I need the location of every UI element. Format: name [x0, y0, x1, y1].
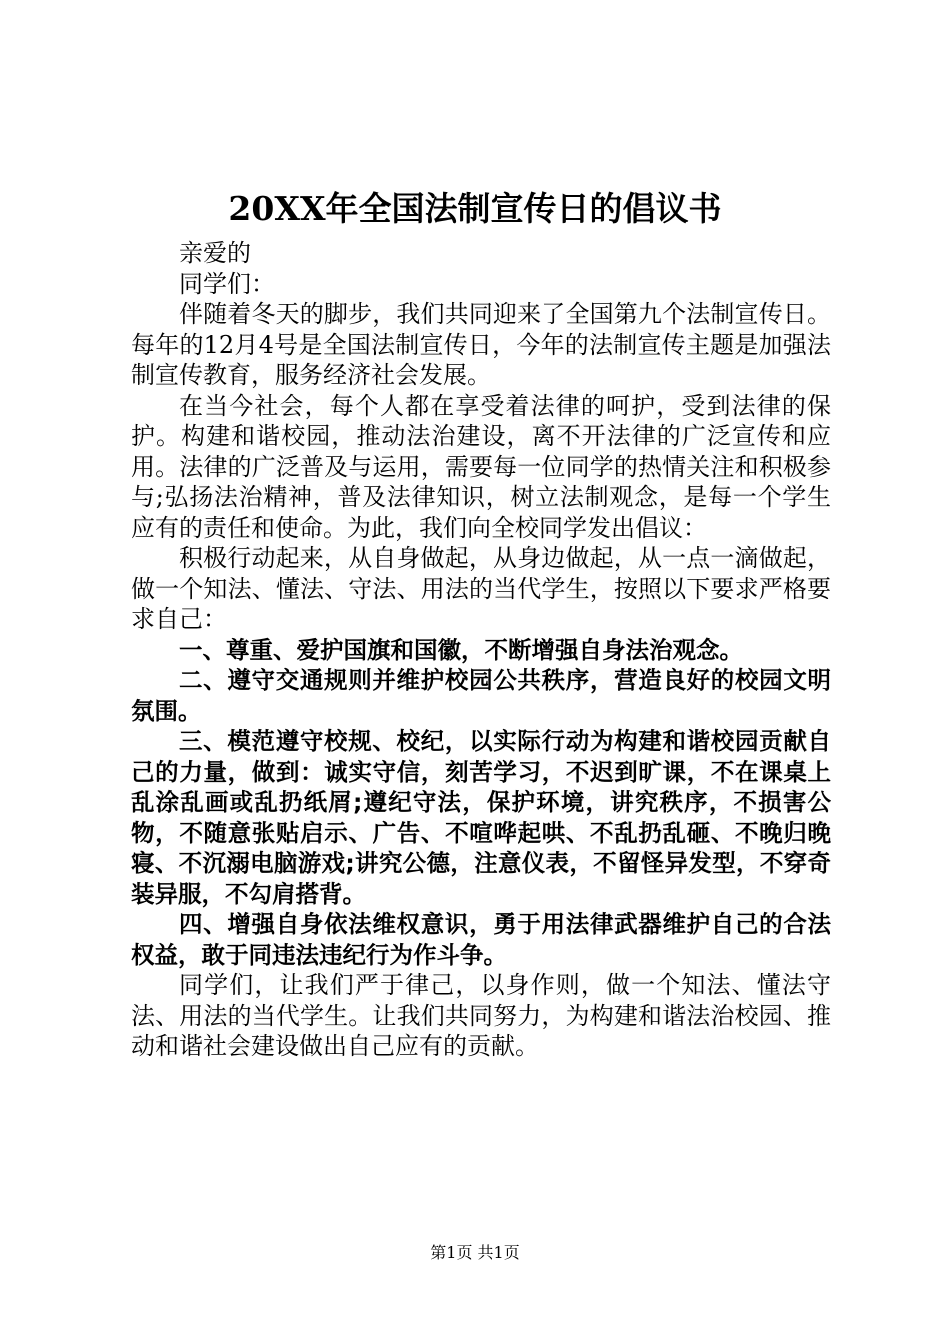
paragraph-closing: 同学们，让我们严于律己，以身作则，做一个知法、懂法守法、用法的当代学生。让我们共同努力，为构建和谐法治校园、推动和谐社会建设做出自己应有的贡献。: [131, 971, 831, 1060]
proposal-item-3: 三、模范遵守校规、校纪，以实际行动为构建和谐校园贡献自己的力量，做到：诚实守信，刻苦学习，不迟到旷课，不在课桌上乱涂乱画或乱扔纸屑;遵纪守法，保护环境，讲究秩序，不损害公物，不随意张贴启示、广告、不喧哗起哄、不乱扔乱砸、不晚归晚寝、不沉溺电脑游戏;讲究公德，注意仪表，不留怪异发型，不穿奇装异服，不勾肩搭背。: [131, 727, 831, 908]
paragraph-action: 积极行动起来，从自身做起，从身边做起，从一点一滴做起，做一个知法、懂法、守法、用法的当代学生，按照以下要求严格要求自己：: [131, 544, 831, 633]
page-footer: 第1页 共1页: [430, 1243, 520, 1262]
salutation-line-1: 亲爱的: [179, 239, 251, 267]
salutation-line-2: 同学们：: [179, 269, 275, 298]
proposal-item-2: 二、遵守交通规则并维护校园公共秩序，营造良好的校园文明氛围。: [131, 666, 831, 725]
paragraph-intro: 伴随着冬天的脚步，我们共同迎来了全国第九个法制宣传日。每年的12月4号是全国法制宣传日，今年的法制宣传主题是加强法制宣传教育，服务经济社会发展。: [131, 300, 831, 389]
document-body: [131, 238, 831, 1062]
paragraph-society: 在当今社会，每个人都在享受着法律的呵护，受到法律的保护。构建和谐校园，推动法治建设，离不开法律的广泛宣传和应用。法律的广泛普及与运用，需要每一位同学的热情关注和积极参与;弘扬法治精神，普及法律知识，树立法制观念，是每一个学生应有的责任和使命。为此，我们向全校同学发出倡议：: [131, 391, 831, 542]
proposal-item-4: 四、增强自身依法维权意识，勇于用法律武器维护自己的合法权益，敢于同违法违纪行为作斗争。: [131, 910, 831, 969]
document-title: 20XX年全国法制宣传日的倡议书: [228, 189, 722, 228]
proposal-item-1: 一、尊重、爱护国旗和国徽，不断增强自身法治观念。: [179, 635, 743, 664]
